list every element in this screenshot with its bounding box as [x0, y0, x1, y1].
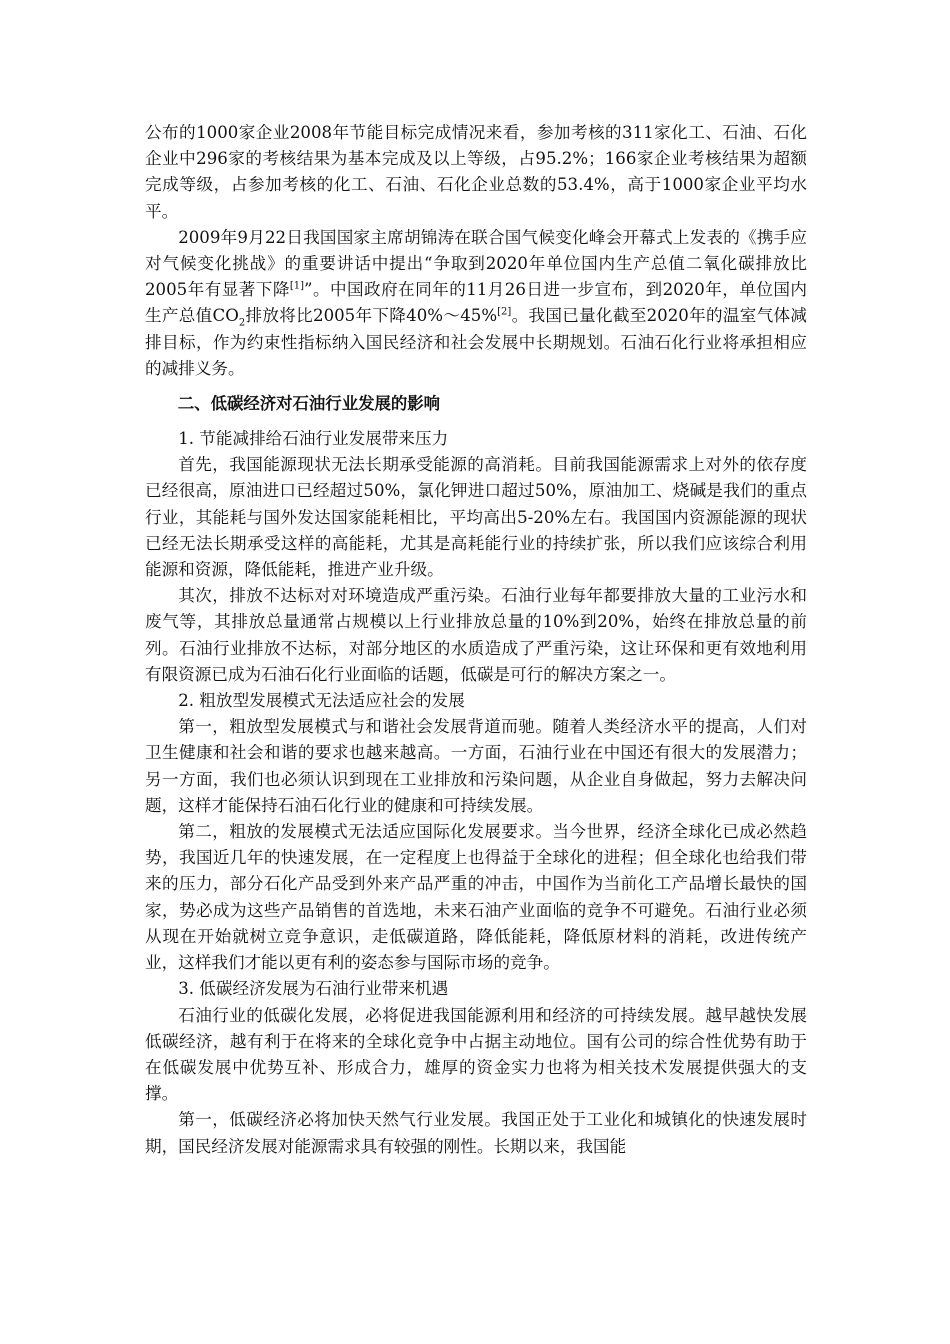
paragraph-climate-summit: [145, 225, 807, 382]
citation-ref: [2]: [497, 306, 512, 318]
paragraph: 第二，粗放的发展模式无法适应国际化发展要求。当今世界，经济全球化已成必然趋势，我国近几年的快速发展，在一定程度上也得益于全球化的进程；但全球化也给我们带来的压力，部分石化产品受到外来产品严重的冲击，中国作为当前化工产品增长最快的国家，势必成为这些产品销售的首选地，未来石油产业面临的竞争不可避免。石油行业必须从现在开始就树立竞争意识，走低碳道路，降低能耗，降低原材料的消耗，改进传统产业，这样我们才能以更有利的姿态参与国际市场的竞争。: [145, 822, 807, 973]
paragraph: 其次，排放不达标对对环境造成严重污染。石油行业每年都要排放大量的工业污水和废气等，其排放总量通常占规模以上行业排放总量的10%到20%，始终在排放总量的前列。石油行业排放不达标，对部分地区的水质造成了严重污染，这让环保和更有效地利用有限资源已成为石油石化行业面临的话题，低碳是可行的解决方案之一。: [145, 586, 807, 684]
subscript: 2: [238, 317, 246, 329]
document-page: [145, 120, 807, 1160]
paragraph-energy-targets: 公布的1000家企业2008年节能目标完成情况来看，参加考核的311家化工、石油、石化企业中296家的考核结果为基本完成及以上等级，占95.2%；166家企业考核结果为超额完成等级，占参加考核的化工、石油、石化企业总数的53.4%，高于1000家企业平均水平。: [145, 123, 807, 221]
subsection-title: 1. 节能减排给石油行业发展带来压力: [178, 429, 449, 449]
subsection-title: 2. 粗放型发展模式无法适应社会的发展: [178, 691, 465, 711]
paragraph-text-part: 2009年9月22日我国国家主席胡锦涛在联合国气候变化峰会开幕式上发表的《携手应对气候变化挑战》的重要讲话中提出“争取到2020年单位国内生产总值二氧化碳排放比2005年有显著下降: [145, 227, 807, 300]
paragraph-text-part: ”。中国政府在同年的11月26日进一步宣布，到2020年，单位国内生产总值CO: [145, 280, 807, 326]
citation-ref: [1]: [289, 280, 305, 292]
subsection-title: 3. 低碳经济发展为石油行业带来机遇: [178, 979, 449, 999]
paragraph: 第一，低碳经济必将加快天然气行业发展。我国正处于工业化和城镇化的快速发展时期，国民经济发展对能源需求具有较强的刚性。长期以来，我国能: [145, 1110, 807, 1156]
section-heading: 二、低碳经济对石油行业发展的影响: [177, 394, 441, 414]
paragraph-text-part: 排放将比2005年下降40%～45%: [245, 306, 498, 326]
paragraph: 首先，我国能源现状无法长期承受能源的高消耗。目前我国能源需求上对外的依存度已经很高，原油进口已经超过50%，氯化钾进口超过50%，原油加工、烧碱是我们的重点行业，其能耗与国外发达国家能耗相比，平均高出5-20%左右。我国国内资源能源的现状已经无法长期承受这样的高能耗，尤其是高耗能行业的持续扩张，所以我们应该综合利用能源和资源，降低能耗，推进产业升级。: [145, 455, 807, 580]
paragraph: 石油行业的低碳化发展，必将促进我国能源利用和经济的可持续发展。越早越快发展低碳经济，越有利于在将来的全球化竞争中占据主动地位。国有公司的综合性优势有助于在低碳发展中优势互补、形成合力，雄厚的资金实力也将为相关技术发展提供强大的支撑。: [145, 1005, 807, 1104]
paragraph-text-part: 。我国已量化截至2020年的温室气体减排目标，作为约束性指标纳入国民经济和社会发展中长期规划。石油石化行业将承担相应的减排义务。: [145, 306, 807, 378]
paragraph: 第一，粗放型发展模式与和谐社会发展背道而驰。随着人类经济水平的提高，人们对卫生健康和社会和谐的要求也越来越高。一方面，石油行业在中国还有很大的发展潜力；另一方面，我们也必须认识到现在工业排放和污染问题，从企业自身做起，努力去解决问题，这样才能保持石油石化行业的健康和可持续发展。: [145, 717, 807, 815]
